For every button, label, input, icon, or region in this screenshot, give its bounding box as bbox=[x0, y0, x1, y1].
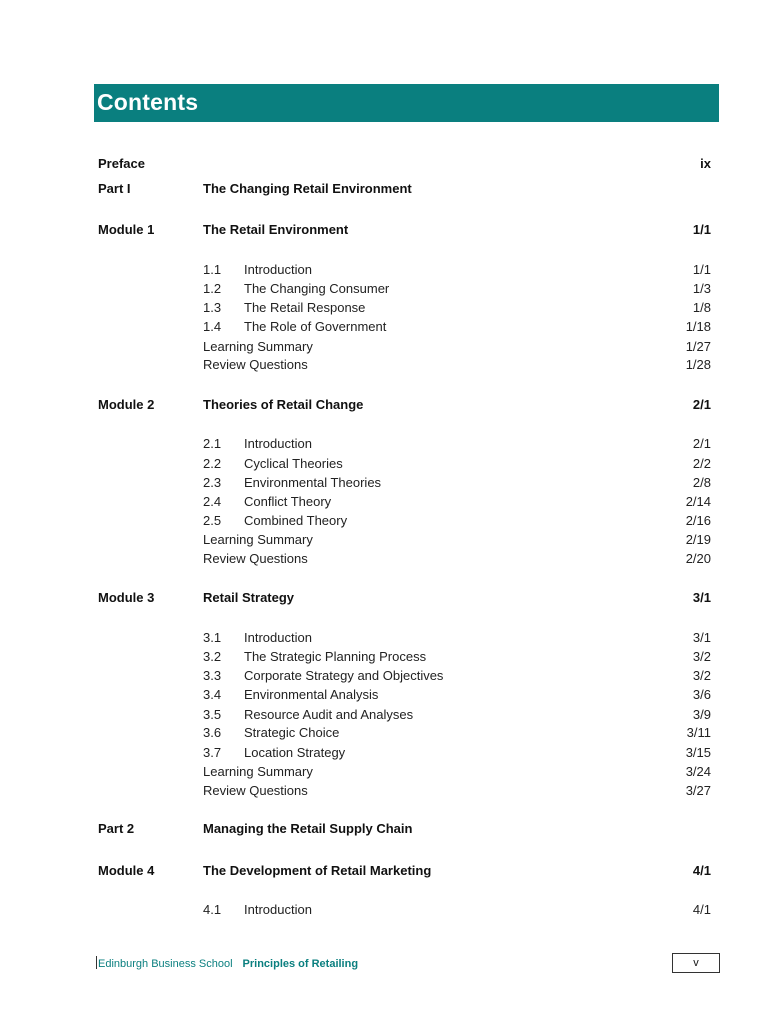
module-title: Theories of Retail Change bbox=[203, 397, 364, 412]
part-title: Managing the Retail Supply Chain bbox=[203, 821, 413, 836]
footer bbox=[96, 956, 358, 971]
entry-page: 3/9 bbox=[692, 707, 711, 722]
entry-page: 3/6 bbox=[692, 687, 711, 702]
toc-entry-row[interactable] bbox=[0, 260, 768, 280]
entry-title: Learning Summary bbox=[203, 764, 313, 779]
entry-title: Introduction bbox=[244, 262, 312, 277]
entry-number: 3.6 bbox=[203, 725, 222, 740]
toc-module-row[interactable] bbox=[0, 588, 768, 608]
entry-page: 1/18 bbox=[685, 319, 711, 334]
toc-entry-row[interactable] bbox=[0, 530, 768, 550]
preface-page: ix bbox=[700, 156, 711, 171]
entry-number: 2.3 bbox=[203, 475, 222, 490]
entry-page: 3/2 bbox=[692, 668, 711, 683]
entry-page: 2/8 bbox=[692, 475, 711, 490]
entry-page: 3/24 bbox=[685, 764, 711, 779]
module-page: 3/1 bbox=[692, 590, 711, 605]
toc-entry-row[interactable] bbox=[0, 279, 768, 299]
toc-entry-row[interactable] bbox=[0, 666, 768, 686]
toc-preface-row[interactable] bbox=[0, 154, 768, 174]
page-title: Contents bbox=[97, 89, 199, 115]
entry-title: Combined Theory bbox=[244, 513, 348, 528]
entry-title: Conflict Theory bbox=[244, 494, 332, 509]
entry-title: The Retail Response bbox=[244, 300, 366, 315]
toc-entry-row[interactable] bbox=[0, 473, 768, 493]
toc-entry-row[interactable] bbox=[0, 628, 768, 648]
entry-page: 1/28 bbox=[685, 357, 711, 372]
entry-title: Cyclical Theories bbox=[244, 456, 343, 471]
entry-title: Introduction bbox=[244, 630, 312, 645]
entry-number: 4.1 bbox=[203, 902, 222, 917]
module-title: Retail Strategy bbox=[203, 590, 295, 605]
part-label: Part I bbox=[98, 181, 131, 196]
entry-page: 2/14 bbox=[685, 494, 711, 509]
toc-entry-row[interactable] bbox=[0, 723, 768, 743]
toc-entry-row[interactable] bbox=[0, 781, 768, 801]
entry-title: Review Questions bbox=[203, 783, 308, 798]
entry-number: 3.4 bbox=[203, 687, 222, 702]
toc-module-row[interactable] bbox=[0, 395, 768, 415]
entry-title: Resource Audit and Analyses bbox=[244, 707, 414, 722]
module-label: Module 3 bbox=[98, 590, 155, 605]
entry-title: The Changing Consumer bbox=[244, 281, 390, 296]
entry-page: 2/1 bbox=[692, 436, 711, 451]
entry-title: Corporate Strategy and Objectives bbox=[244, 668, 444, 683]
toc-entry-row[interactable] bbox=[0, 454, 768, 474]
part-label: Part 2 bbox=[98, 821, 135, 836]
entry-page: 3/1 bbox=[692, 630, 711, 645]
entry-number: 2.1 bbox=[203, 436, 222, 451]
module-title: The Retail Environment bbox=[203, 222, 349, 237]
module-page: 2/1 bbox=[692, 397, 711, 412]
module-page: 1/1 bbox=[692, 222, 711, 237]
toc-entry-row[interactable] bbox=[0, 298, 768, 318]
toc-entry-row[interactable] bbox=[0, 492, 768, 512]
entry-page: 2/19 bbox=[685, 532, 711, 547]
toc-part-row[interactable] bbox=[0, 819, 768, 839]
entry-page: 1/27 bbox=[685, 339, 711, 354]
part-title: The Changing Retail Environment bbox=[203, 181, 412, 196]
entry-page: 2/2 bbox=[692, 456, 711, 471]
toc-entry-row[interactable] bbox=[0, 743, 768, 763]
module-label: Module 1 bbox=[98, 222, 155, 237]
entry-number: 3.2 bbox=[203, 649, 222, 664]
footer-course: Principles of Retailing bbox=[242, 958, 359, 970]
entry-title: The Strategic Planning Process bbox=[244, 649, 427, 664]
entry-title: Environmental Theories bbox=[244, 475, 382, 490]
toc-entry-row[interactable] bbox=[0, 762, 768, 782]
entry-number: 3.1 bbox=[203, 630, 222, 645]
entry-page: 3/15 bbox=[685, 745, 711, 760]
entry-page: 1/8 bbox=[692, 300, 711, 315]
module-page: 4/1 bbox=[692, 863, 711, 878]
toc-module-row[interactable] bbox=[0, 220, 768, 240]
page-number: v bbox=[693, 957, 699, 969]
entry-page: 1/1 bbox=[692, 262, 711, 277]
footer-rule bbox=[96, 956, 97, 969]
entry-title: Location Strategy bbox=[244, 745, 346, 760]
toc-module-row[interactable] bbox=[0, 861, 768, 881]
entry-title: Introduction bbox=[244, 436, 312, 451]
toc-entry-row[interactable] bbox=[0, 900, 768, 920]
footer-school: Edinburgh Business School bbox=[98, 958, 233, 970]
entry-number: 1.1 bbox=[203, 262, 222, 277]
entry-number: 2.5 bbox=[203, 513, 222, 528]
toc-entry-row[interactable] bbox=[0, 685, 768, 705]
toc-part-row[interactable] bbox=[0, 179, 768, 199]
entry-page: 2/16 bbox=[685, 513, 711, 528]
toc-entry-row[interactable] bbox=[0, 355, 768, 375]
toc-entry-row[interactable] bbox=[0, 549, 768, 569]
entry-title: Strategic Choice bbox=[244, 725, 340, 740]
entry-number: 2.4 bbox=[203, 494, 222, 509]
entry-number: 3.7 bbox=[203, 745, 222, 760]
entry-number: 3.3 bbox=[203, 668, 222, 683]
entry-page: 2/20 bbox=[685, 551, 711, 566]
module-label: Module 2 bbox=[98, 397, 155, 412]
toc-entry-row[interactable] bbox=[0, 647, 768, 667]
entry-title: Learning Summary bbox=[203, 532, 313, 547]
module-title: The Development of Retail Marketing bbox=[203, 863, 432, 878]
entry-page: 3/27 bbox=[685, 783, 711, 798]
entry-page: 3/11 bbox=[686, 725, 711, 740]
entry-number: 1.4 bbox=[203, 319, 222, 334]
toc-entry-row[interactable] bbox=[0, 434, 768, 454]
entry-number: 3.5 bbox=[203, 707, 222, 722]
entry-title: Learning Summary bbox=[203, 339, 313, 354]
toc-entry-row[interactable] bbox=[0, 337, 768, 357]
entry-title: Environmental Analysis bbox=[244, 687, 379, 702]
preface-label: Preface bbox=[98, 156, 145, 171]
entry-number: 1.2 bbox=[203, 281, 222, 296]
toc-entry-row[interactable] bbox=[0, 511, 768, 531]
entry-number: 1.3 bbox=[203, 300, 222, 315]
contents-banner bbox=[94, 84, 719, 122]
page-number-box bbox=[672, 953, 720, 973]
entry-title: Review Questions bbox=[203, 551, 308, 566]
entry-title: The Role of Government bbox=[244, 319, 387, 334]
entry-title: Introduction bbox=[244, 902, 312, 917]
entry-page: 1/3 bbox=[692, 281, 711, 296]
entry-number: 2.2 bbox=[203, 456, 222, 471]
entry-page: 3/2 bbox=[692, 649, 711, 664]
entry-title: Review Questions bbox=[203, 357, 308, 372]
entry-page: 4/1 bbox=[692, 902, 711, 917]
module-label: Module 4 bbox=[98, 863, 155, 878]
toc-entry-row[interactable] bbox=[0, 705, 768, 725]
toc-entry-row[interactable] bbox=[0, 317, 768, 337]
